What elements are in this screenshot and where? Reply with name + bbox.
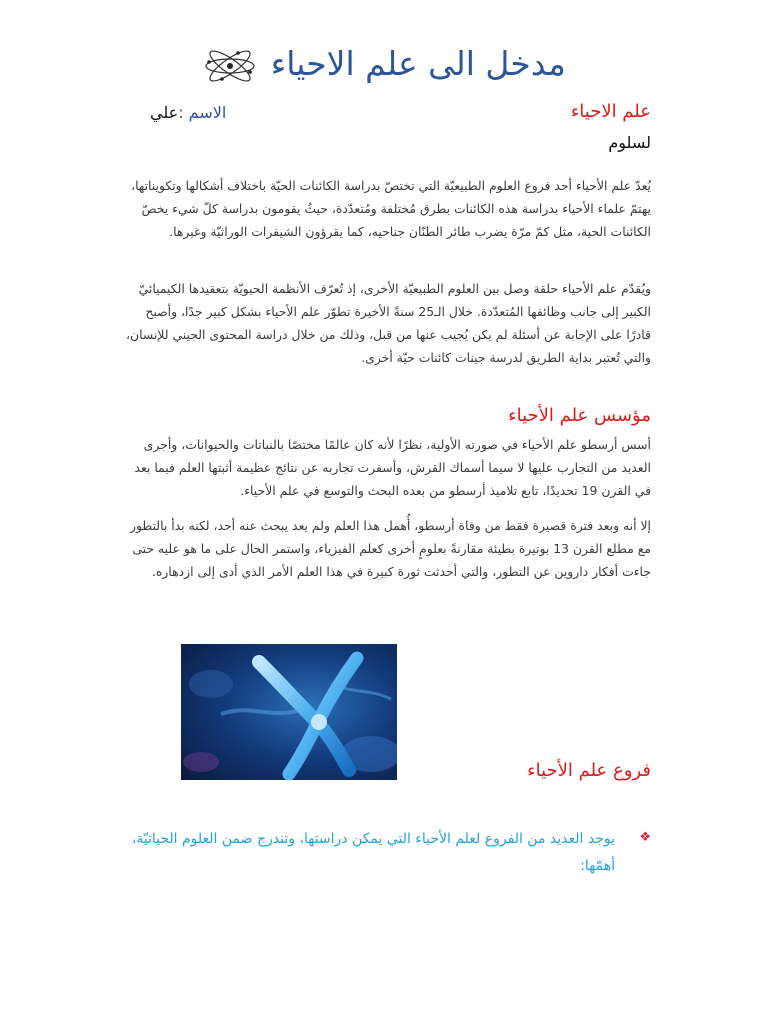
page-title-text: مدخل الى علم الاحياء [270, 44, 566, 83]
list-item [121, 826, 651, 880]
student-surname: لسلوم [608, 133, 651, 152]
diamond-bullet-icon: ❖ [639, 830, 651, 845]
paragraph-intro: يُعدّ علم الأحياء أحد فروع العلوم الطبيعيّة التي تختصّ بدراسة الكائنات الحيّة باختلاف أشكالها وتكويناتها، يهتمّ علماء الأحياء بدراسة هذه الكائنات بطرق مُختلفة ومُتعدّدة، حيثُ يقومون بدراسة كلّ شيء يخصّ الكائنات الحية، مثل كمّ مرّة يضرب طائر الطنّان جناحيه، كما يقرؤون الشيفرات الوراثيّة وغيرها. [131, 178, 651, 239]
subject-label: علم الاحياء [570, 101, 651, 122]
page-title [0, 40, 768, 88]
name-label: الاسم : [178, 103, 227, 122]
student-name-line [150, 103, 226, 122]
heading-branches: فروع علم الأحياء [527, 760, 651, 781]
paragraph-aristotle: أسس أرسطو علم الأحياء في صورته الأولية، نظرًا لأنه كان عالمًا مختصًا بالنباتات والحيوانات، وأجرى العديد من التجارب عليها لا سيما أسماك القرش، وأسفرت تجاربه عن نتائج عظيمة أثبتها العلم فيما بعد في القرن 19 تحديدًا، تابع تلاميذ أرسطو من بعده البحث والتوسع في علم الأحياء. [134, 437, 651, 498]
list-item-text: يوجد العديد من الفروع لعلم الأحياء التي يمكن دراستها، وتندرج ضمن العلوم الحياتيّة، أهمّها: [131, 831, 615, 874]
chromosome-image [181, 644, 397, 780]
name-value: علي [150, 103, 179, 122]
atom-icon [202, 48, 258, 84]
paragraph-link: ويُقدّم علم الأحياء حلقة وصل بين العلوم الطبيعيّة الأخرى، إذ تُعرّف الأنظمة الحيويّة بتعقيدها الكيميائيّ الكبير إلى جانب وظائفها المُتعدّدة. خلال الـ25 سنةً الأخيرة تطوّر علم الأحياء بشكل كبير جدًا، وأصبح قادرًا على الإجابة عن أسئلة لم يكن يُجيب عنها من قبل، وذلك من خلال دراسة المحتوى الجيني للإنسان، والتي تُعتبر بداية الطريق لدرسة جينات كائنات حيّة أخرى. [125, 281, 651, 365]
paragraph-history: إلا أنه وبعد فترة قصيرة فقط من وفاة أرسطو، أُهمل هذا العلم ولم يعد يبحث عنه أحد، لكنه بدأ بالتطور مع مطلع القرن 13 بوتيرة بطيئة مقارنةً بعلومٍ أخرى كعلم الفيزياء، واستمر الحال على ما هو عليه حتى جاءت أفكار داروين عن التطور، والتي أحدثت ثورة كبيرة في هذا العلم الأمر الذي أدى إلى ازدهاره. [130, 518, 651, 579]
heading-founder: مؤسس علم الأحياء [508, 405, 651, 426]
